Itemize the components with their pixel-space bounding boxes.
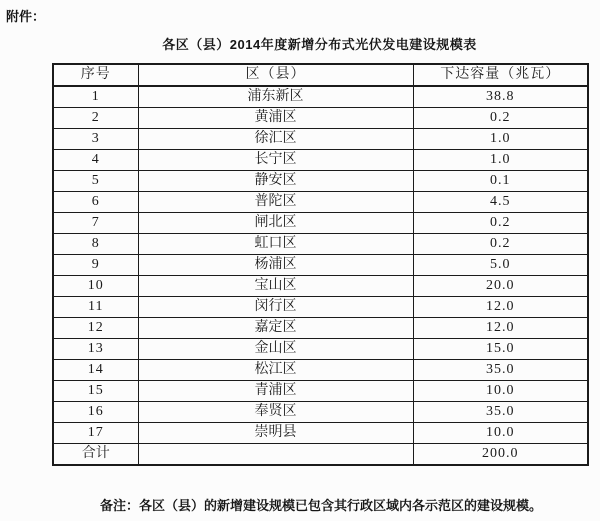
table-row — [53, 296, 588, 317]
capacity-cell: 0.1 — [413, 170, 588, 191]
table-row — [53, 422, 588, 443]
capacity-cell: 12.0 — [413, 296, 588, 317]
district-cell: 浦东新区 — [138, 86, 413, 107]
district-cell: 长宁区 — [138, 149, 413, 170]
footnote: 备注：各区（县）的新增建设规模已包含其行政区域内各示范区的建设规模。 — [100, 498, 543, 513]
table-row — [53, 233, 588, 254]
total-capacity-cell: 200.0 — [413, 443, 588, 465]
district-cell: 金山区 — [138, 338, 413, 359]
district-cell: 奉贤区 — [138, 401, 413, 422]
serial-cell: 15 — [53, 380, 138, 401]
capacity-cell: 1.0 — [413, 149, 588, 170]
capacity-cell: 20.0 — [413, 275, 588, 296]
header-row — [53, 64, 588, 86]
serial-cell: 9 — [53, 254, 138, 275]
table-row — [53, 128, 588, 149]
serial-cell: 2 — [53, 107, 138, 128]
capacity-cell: 1.0 — [413, 128, 588, 149]
table-header — [53, 64, 588, 86]
serial-cell: 4 — [53, 149, 138, 170]
serial-cell: 11 — [53, 296, 138, 317]
capacity-cell: 35.0 — [413, 359, 588, 380]
serial-cell: 8 — [53, 233, 138, 254]
capacity-cell: 0.2 — [413, 233, 588, 254]
capacity-cell: 4.5 — [413, 191, 588, 212]
serial-cell: 7 — [53, 212, 138, 233]
district-cell: 黄浦区 — [138, 107, 413, 128]
table-row — [53, 254, 588, 275]
serial-cell: 6 — [53, 191, 138, 212]
capacity-cell: 10.0 — [413, 380, 588, 401]
table-row — [53, 149, 588, 170]
capacity-cell: 0.2 — [413, 212, 588, 233]
capacity-cell: 0.2 — [413, 107, 588, 128]
serial-cell: 13 — [53, 338, 138, 359]
serial-cell: 10 — [53, 275, 138, 296]
capacity-table — [52, 63, 589, 466]
capacity-cell: 12.0 — [413, 317, 588, 338]
district-cell: 松江区 — [138, 359, 413, 380]
serial-cell: 17 — [53, 422, 138, 443]
table-row — [53, 401, 588, 422]
serial-cell: 1 — [53, 86, 138, 107]
table-row — [53, 107, 588, 128]
table-row — [53, 212, 588, 233]
table-body — [53, 86, 588, 465]
column-header-district: 区（县） — [138, 64, 413, 86]
table-row — [53, 170, 588, 191]
capacity-cell: 38.8 — [413, 86, 588, 107]
table-row — [53, 191, 588, 212]
table-row — [53, 86, 588, 107]
district-cell: 闸北区 — [138, 212, 413, 233]
district-cell: 崇明县 — [138, 422, 413, 443]
capacity-cell: 35.0 — [413, 401, 588, 422]
capacity-cell: 15.0 — [413, 338, 588, 359]
table-row — [53, 275, 588, 296]
district-cell: 嘉定区 — [138, 317, 413, 338]
table-row — [53, 317, 588, 338]
district-cell: 静安区 — [138, 170, 413, 191]
capacity-cell: 10.0 — [413, 422, 588, 443]
serial-cell: 16 — [53, 401, 138, 422]
serial-cell: 3 — [53, 128, 138, 149]
district-cell: 青浦区 — [138, 380, 413, 401]
table-row — [53, 380, 588, 401]
district-cell: 杨浦区 — [138, 254, 413, 275]
district-cell: 闵行区 — [138, 296, 413, 317]
column-header-capacity: 下达容量（兆瓦） — [413, 64, 588, 86]
total-district-cell — [138, 443, 413, 465]
total-row — [53, 443, 588, 465]
district-cell: 宝山区 — [138, 275, 413, 296]
serial-cell: 5 — [53, 170, 138, 191]
total-label-cell: 合计 — [53, 443, 138, 465]
column-header-serial: 序号 — [53, 64, 138, 86]
district-cell: 普陀区 — [138, 191, 413, 212]
district-cell: 徐汇区 — [138, 128, 413, 149]
serial-cell: 14 — [53, 359, 138, 380]
table-row — [53, 338, 588, 359]
serial-cell: 12 — [53, 317, 138, 338]
attachment-label: 附件： — [6, 9, 46, 24]
district-cell: 虹口区 — [138, 233, 413, 254]
capacity-cell: 5.0 — [413, 254, 588, 275]
table-row — [53, 359, 588, 380]
page-title: 各区（县）2014年度新增分布式光伏发电建设规模表 — [162, 37, 477, 52]
